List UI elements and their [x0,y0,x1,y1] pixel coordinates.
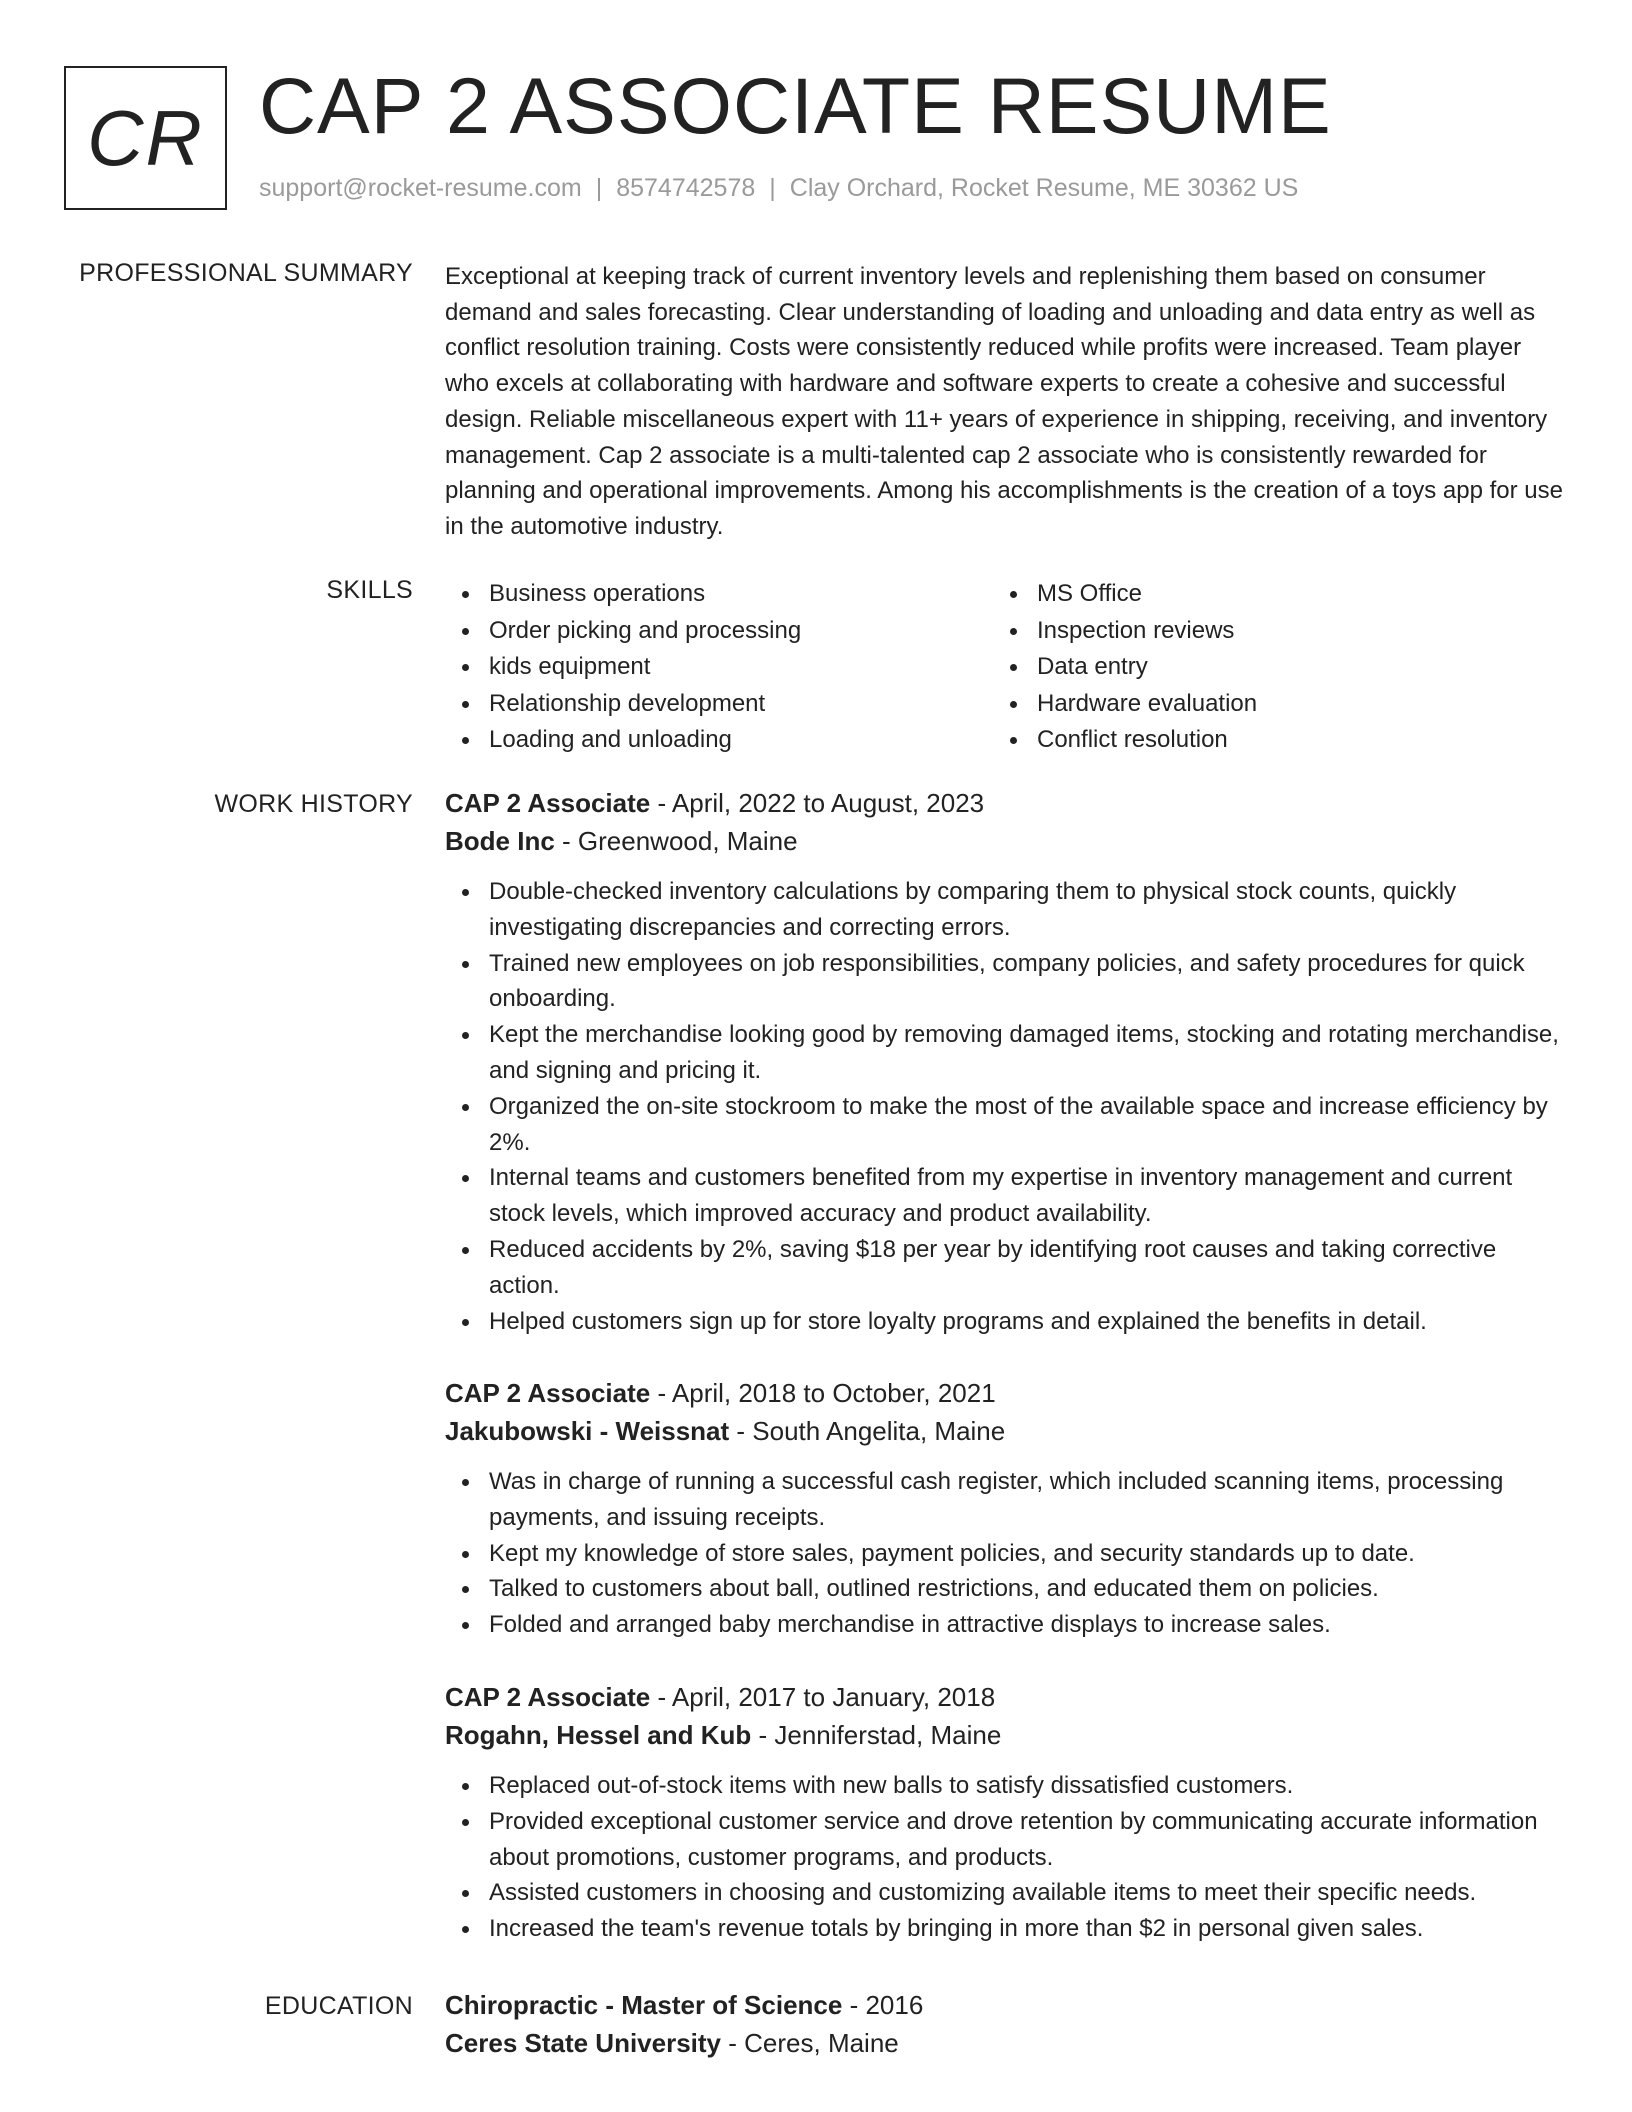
job-bullet: Replaced out-of-stock items with new balls to satisfy dissatisfied customers. [445,1768,1565,1804]
monogram-box: CR [64,66,227,210]
job-bullet: Assisted customers in choosing and customizing available items to meet their specific needs. [445,1875,1565,1911]
section-label-skills: SKILLS [326,576,413,604]
job-dates: - April, 2022 to August, 2023 [650,788,985,818]
skill-item: Loading and unloading [445,722,993,759]
job-entry [445,1678,1565,1947]
resume-header [64,61,1564,211]
skill-item: Conflict resolution [993,722,1541,759]
job-title-line [445,784,1565,822]
skills-column-left [445,576,993,759]
contact-address: Clay Orchard, Rocket Resume, ME 30362 US [789,174,1299,202]
job-bullet: Kept the merchandise looking good by removing damaged items, stocking and rotating merchandise, and signing and pricing it. [445,1017,1565,1089]
job-company-line [445,1412,1565,1450]
job-company-line [445,1716,1565,1754]
job-bullet: Double-checked inventory calculations by comparing them to physical stock counts, quickly investigating discrepancies and correcting errors. [445,874,1565,946]
job-company: Jakubowski - Weissnat [445,1416,730,1446]
summary-text: Exceptional at keeping track of current inventory levels and replenishing them based on consumer demand and sales forecasting. Clear understanding of loading and unloading and data entry as well as conflict resolution training. Costs were consistently reduced while profits were increased. Team player who excels at collaborating with hardware and software experts to create a cohesive and successful design. Reliable miscellaneous expert with 11+ years of experience in shipping, receiving, and inventory management. Cap 2 associate is a multi-talented cap 2 associate who is consistently rewarded for planning and operational improvements. Among his accomplishments is the creation of a toys app for use in the automotive industry. [445,263,1563,540]
job-location: - South Angelita, Maine [729,1416,1006,1446]
job-location: - Greenwood, Maine [554,826,798,856]
skills-columns [445,576,1565,759]
resume-title: CAP 2 ASSOCIATE RESUME [259,61,1332,150]
job-location: - Jenniferstad, Maine [751,1720,1002,1750]
skill-item: Business operations [445,576,993,613]
skills-column-right [993,576,1541,759]
contact-phone[interactable]: 8574742578 [616,174,756,202]
job-bullet: Organized the on-site stockroom to make the most of the available space and increase efficiency by 2%. [445,1089,1565,1161]
contact-separator: | [595,174,603,202]
job-bullets [445,1464,1565,1643]
skill-item: Relationship development [445,686,993,723]
skill-item: Hardware evaluation [993,686,1541,723]
job-bullet: Provided exceptional customer service and drove retention by communicating accurate information about promotions, customer programs, and products. [445,1804,1565,1876]
job-dates: - April, 2018 to October, 2021 [650,1378,996,1408]
skill-item: Inspection reviews [993,613,1541,650]
contact-separator: | [769,174,776,202]
job-bullet: Was in charge of running a successful cash register, which included scanning items, processing payments, and issuing receipts. [445,1464,1565,1536]
contact-email[interactable]: support@rocket-resume.com [259,174,582,202]
job-company-line [445,822,1565,860]
education-school-line [445,2024,1565,2062]
job-bullet: Folded and arranged baby merchandise in attractive displays to increase sales. [445,1607,1565,1643]
skill-item: Data entry [993,649,1541,686]
education-year: - 2016 [842,1990,924,2020]
job-bullets [445,1768,1565,1947]
section-label-education: EDUCATION [264,1992,413,2020]
job-title: CAP 2 Associate [445,1378,651,1408]
job-company: Bode Inc [445,826,555,856]
job-dates: - April, 2017 to January, 2018 [650,1682,996,1712]
job-title: CAP 2 Associate [445,1682,651,1712]
job-company: Rogahn, Hessel and Kub [445,1720,752,1750]
job-entry [445,784,1565,1339]
job-bullet: Trained new employees on job responsibilities, company policies, and safety procedures for quick onboarding. [445,946,1565,1018]
education-location: - Ceres, Maine [721,2028,899,2058]
education-body [445,1986,1565,2062]
job-title: CAP 2 Associate [445,788,651,818]
section-label-work-history: WORK HISTORY [214,790,413,818]
job-bullet: Internal teams and customers benefited from my expertise in inventory management and current stock levels, which improved accuracy and product availability. [445,1160,1565,1232]
job-title-line [445,1678,1565,1716]
job-bullet: Helped customers sign up for store loyalty programs and explained the benefits in detail. [445,1304,1565,1340]
education-degree-line [445,1986,1565,2024]
skill-item: MS Office [993,576,1541,613]
job-bullets [445,874,1565,1339]
education-degree: Chiropractic - Master of Science [445,1990,843,2020]
section-label-summary: PROFESSIONAL SUMMARY [79,259,413,287]
skill-item: kids equipment [445,649,993,686]
job-entry [445,1374,1565,1643]
job-bullet: Reduced accidents by 2%, saving $18 per year by identifying root causes and taking corrective action. [445,1232,1565,1304]
job-bullet: Kept my knowledge of store sales, payment policies, and security standards up to date. [445,1536,1565,1572]
contact-line [259,174,1298,203]
education-school: Ceres State University [445,2028,722,2058]
skill-item: Order picking and processing [445,613,993,650]
job-title-line [445,1374,1565,1412]
job-bullet: Talked to customers about ball, outlined restrictions, and educated them on policies. [445,1571,1565,1607]
job-bullet: Increased the team's revenue totals by bringing in more than $2 in personal given sales. [445,1911,1565,1947]
